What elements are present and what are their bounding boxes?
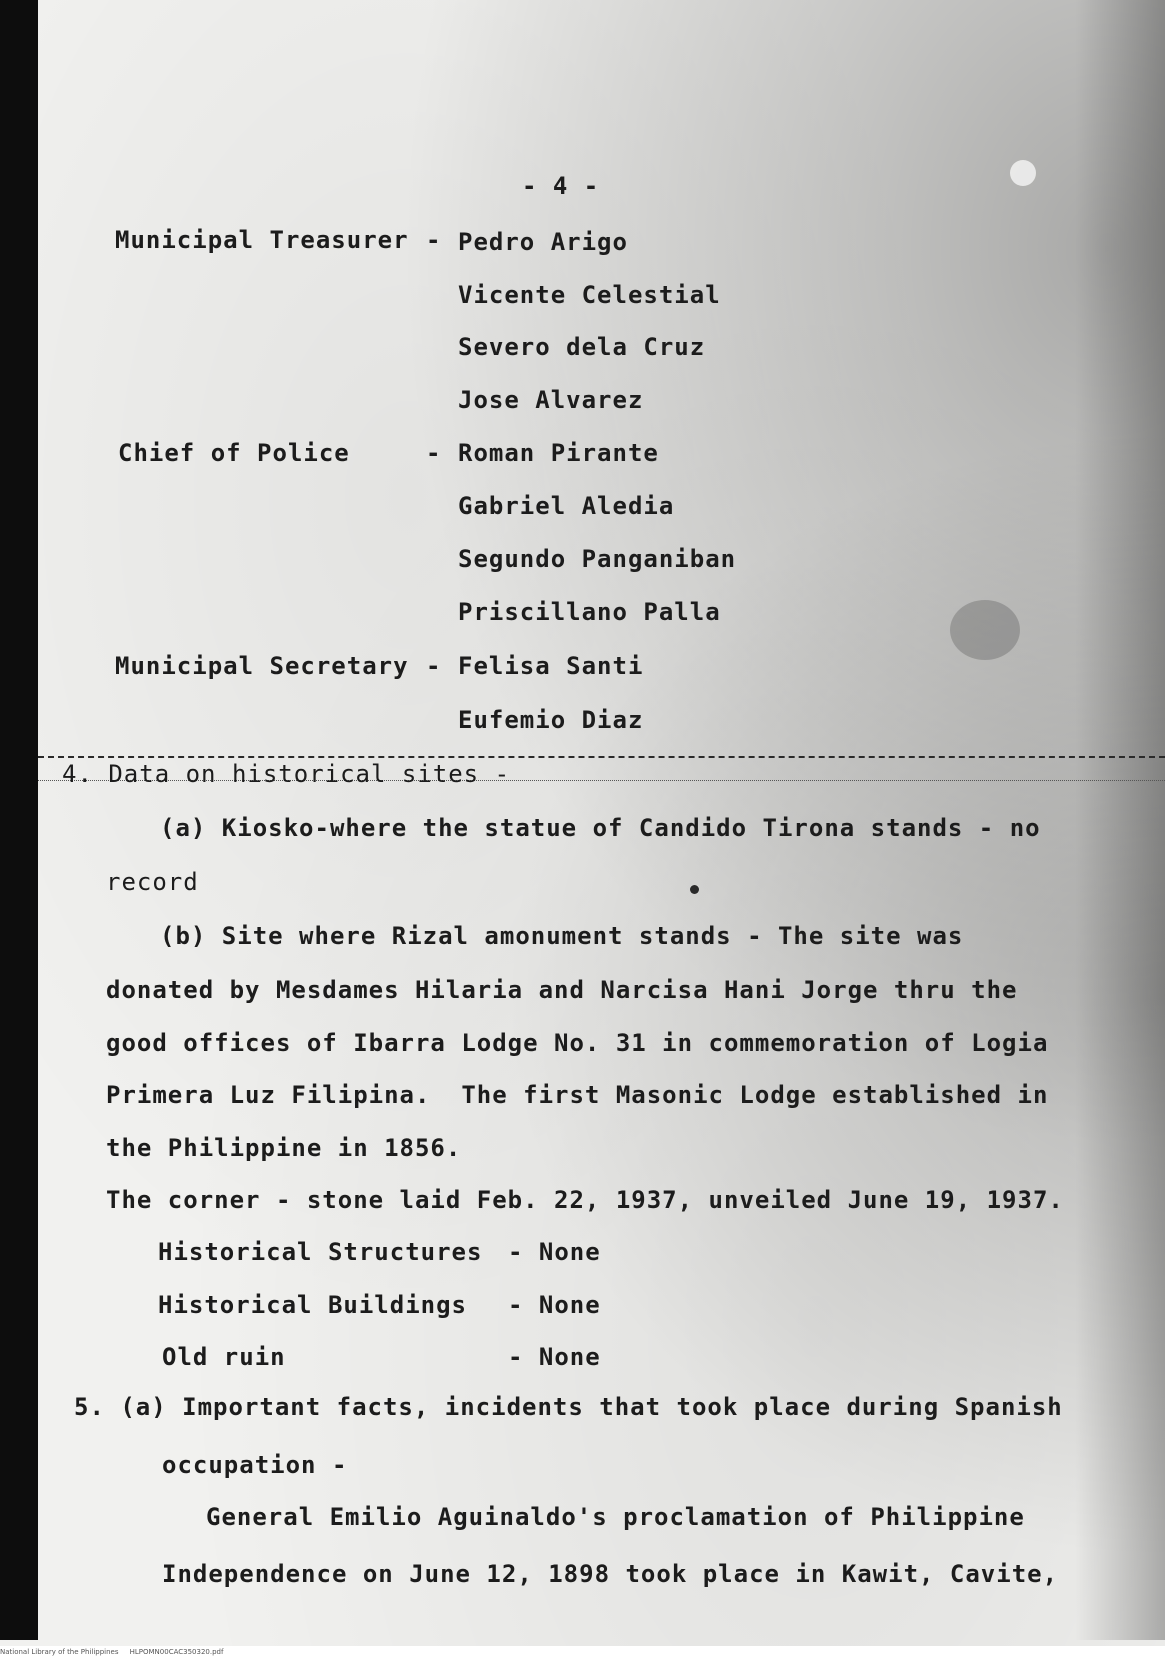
footer-caption: National Library of the Philippines HLPOMN00CAC350320.pdf bbox=[0, 1646, 1165, 1658]
item-value: - None bbox=[508, 1291, 601, 1319]
official-name: Eufemio Diaz bbox=[458, 706, 644, 734]
role-dash: - bbox=[426, 226, 442, 254]
paragraph-line: 5. (a) Important facts, incidents that took place during Spanish bbox=[74, 1393, 1063, 1421]
role-label: Municipal Treasurer bbox=[115, 226, 409, 254]
role-dash: - bbox=[426, 652, 442, 680]
official-name: Jose Alvarez bbox=[458, 386, 644, 414]
paragraph-line: General Emilio Aguinaldo's proclamation of Philippine bbox=[206, 1503, 1025, 1531]
item-label: Historical Structures bbox=[158, 1238, 483, 1266]
official-name: Felisa Santi bbox=[458, 652, 644, 680]
official-name: Vicente Celestial bbox=[458, 281, 721, 309]
item-value: - None bbox=[508, 1238, 601, 1266]
paragraph-line: donated by Mesdames Hilaria and Narcisa Hani Jorge thru the bbox=[106, 976, 1018, 1004]
stain bbox=[950, 600, 1020, 660]
role-label: Municipal Secretary bbox=[115, 652, 409, 680]
official-name: Pedro Arigo bbox=[458, 228, 628, 256]
paragraph-line: good offices of Ibarra Lodge No. 31 in commemoration of Logia bbox=[106, 1029, 1049, 1057]
official-name: Gabriel Aledia bbox=[458, 492, 675, 520]
item-value: - None bbox=[508, 1343, 601, 1371]
paragraph-line: Independence on June 12, 1898 took place in Kawit, Cavite, bbox=[162, 1560, 1059, 1588]
paragraph-line: the Philippine in 1856. bbox=[106, 1134, 462, 1162]
paragraph-line: record bbox=[106, 868, 199, 896]
official-name: Priscillano Palla bbox=[458, 598, 721, 626]
official-name: Segundo Panganiban bbox=[458, 545, 737, 573]
page-number: - 4 - bbox=[522, 172, 600, 200]
item-label: Historical Buildings bbox=[158, 1291, 467, 1319]
ink-dot bbox=[690, 885, 699, 894]
divider-line bbox=[38, 756, 1165, 758]
paragraph-line: (a) Kiosko-where the statue of Candido Tirona stands - no bbox=[160, 814, 1041, 842]
paragraph-line: (b) Site where Rizal amonument stands - The site was bbox=[160, 922, 964, 950]
official-name: Roman Pirante bbox=[458, 439, 659, 467]
paragraph-line: Primera Luz Filipina. The first Masonic Lodge established in bbox=[106, 1081, 1049, 1109]
item-label: Old ruin bbox=[162, 1343, 286, 1371]
scan-shadow bbox=[1075, 0, 1165, 1640]
section-heading: 4. Data on historical sites - bbox=[62, 760, 511, 788]
paragraph-line: The corner - stone laid Feb. 22, 1937, unveiled June 19, 1937. bbox=[106, 1186, 1064, 1214]
role-label: Chief of Police bbox=[118, 439, 350, 467]
light-spot bbox=[1010, 160, 1036, 186]
scan-edge bbox=[0, 0, 38, 1640]
paragraph-line: occupation - bbox=[162, 1451, 348, 1479]
official-name: Severo dela Cruz bbox=[458, 333, 706, 361]
role-dash: - bbox=[426, 439, 442, 467]
